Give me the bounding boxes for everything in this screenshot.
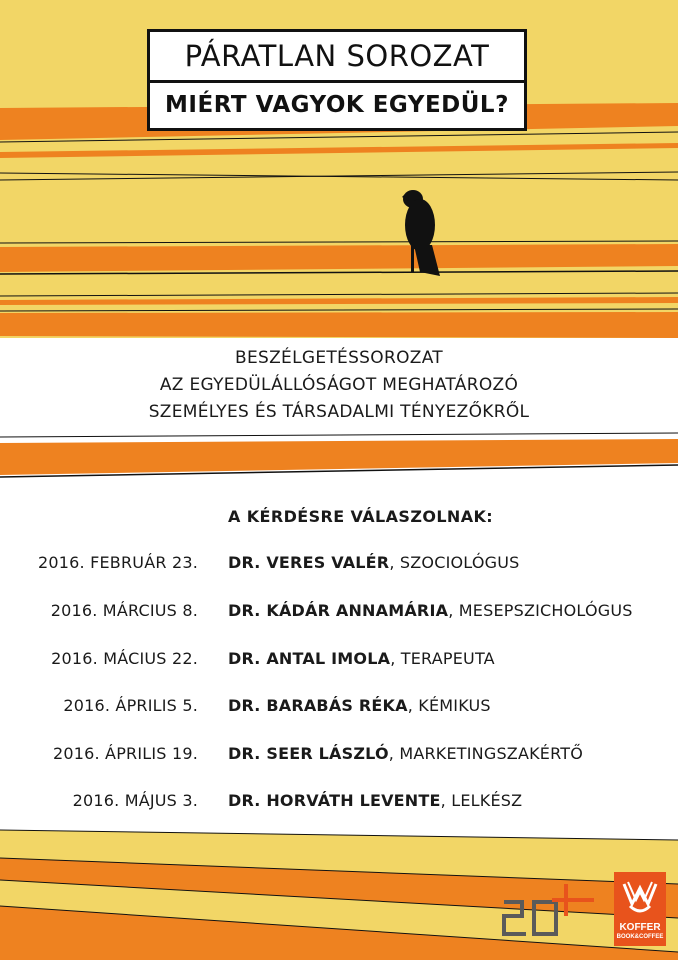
event-row [0,696,678,720]
event-date: 2016. FEBRUÁR 23. [37,553,198,572]
speaker-name: DR. ANTAL IMOLA [228,649,391,668]
event-row [0,791,678,815]
event-person [228,553,520,572]
question-title: MIÉRT VAGYOK EGYEDÜL? [165,92,509,118]
event-person [228,601,633,620]
subtitle-line-3: SZEMÉLYES ÉS TÁRSADALMI TÉNYEZŐKRŐL [148,402,530,422]
speaker-role: , TERAPEUTA [390,649,495,668]
event-person [228,649,495,668]
event-person [228,744,583,763]
speaker-role: , SZOCIOLÓGUS [389,553,520,572]
speaker-role: , LELKÉSZ [440,791,523,810]
speaker-role: , MARKETINGSZAKÉRTŐ [388,744,584,763]
koffer-subtitle: BOOK&COFFEE [616,934,664,940]
speaker-name: DR. KÁDÁR ANNAMÁRIA [228,601,449,620]
speaker-name: DR. SEER LÁSZLÓ [228,744,389,763]
20-plus-logo-icon [498,876,598,942]
title-box [147,29,527,131]
event-row [0,649,678,673]
koffer-logo [614,872,666,946]
event-date: 2016. ÁPRILIS 19. [52,744,198,763]
koffer-hands-logo-icon [614,874,666,922]
speaker-name: DR. BARABÁS RÉKA [228,696,408,715]
orange-band [0,312,678,338]
speaker-role: , KÉMIKUS [407,696,491,715]
koffer-name: KOFFER [619,922,661,933]
wire-line [0,433,678,437]
schedule-heading: A KÉRDÉSRE VÁLASZOLNAK: [228,507,494,526]
event-row [0,553,678,577]
series-title: PÁRATLAN SOROZAT [150,32,524,83]
event-date: 2016. MÁRCIUS 8. [50,601,198,620]
subtitle-line-1: BESZÉLGETÉSSOROZAT [235,348,443,368]
subtitle-line-2: AZ EGYEDÜLÁLLÓSÁGOT MEGHATÁROZÓ [159,375,519,395]
event-person [228,696,491,715]
event-date: 2016. MÁCIUS 22. [51,649,198,668]
orange-band [0,439,678,475]
event-person [228,791,522,810]
speaker-role: , MESEPSZICHOLÓGUS [448,601,633,620]
event-date: 2016. ÁPRILIS 5. [63,696,198,715]
speaker-name: DR. HORVÁTH LEVENTE [228,791,441,810]
speaker-name: DR. VERES VALÉR [228,553,390,572]
event-row [0,601,678,625]
event-date: 2016. MÁJUS 3. [72,791,198,810]
event-row [0,744,678,768]
